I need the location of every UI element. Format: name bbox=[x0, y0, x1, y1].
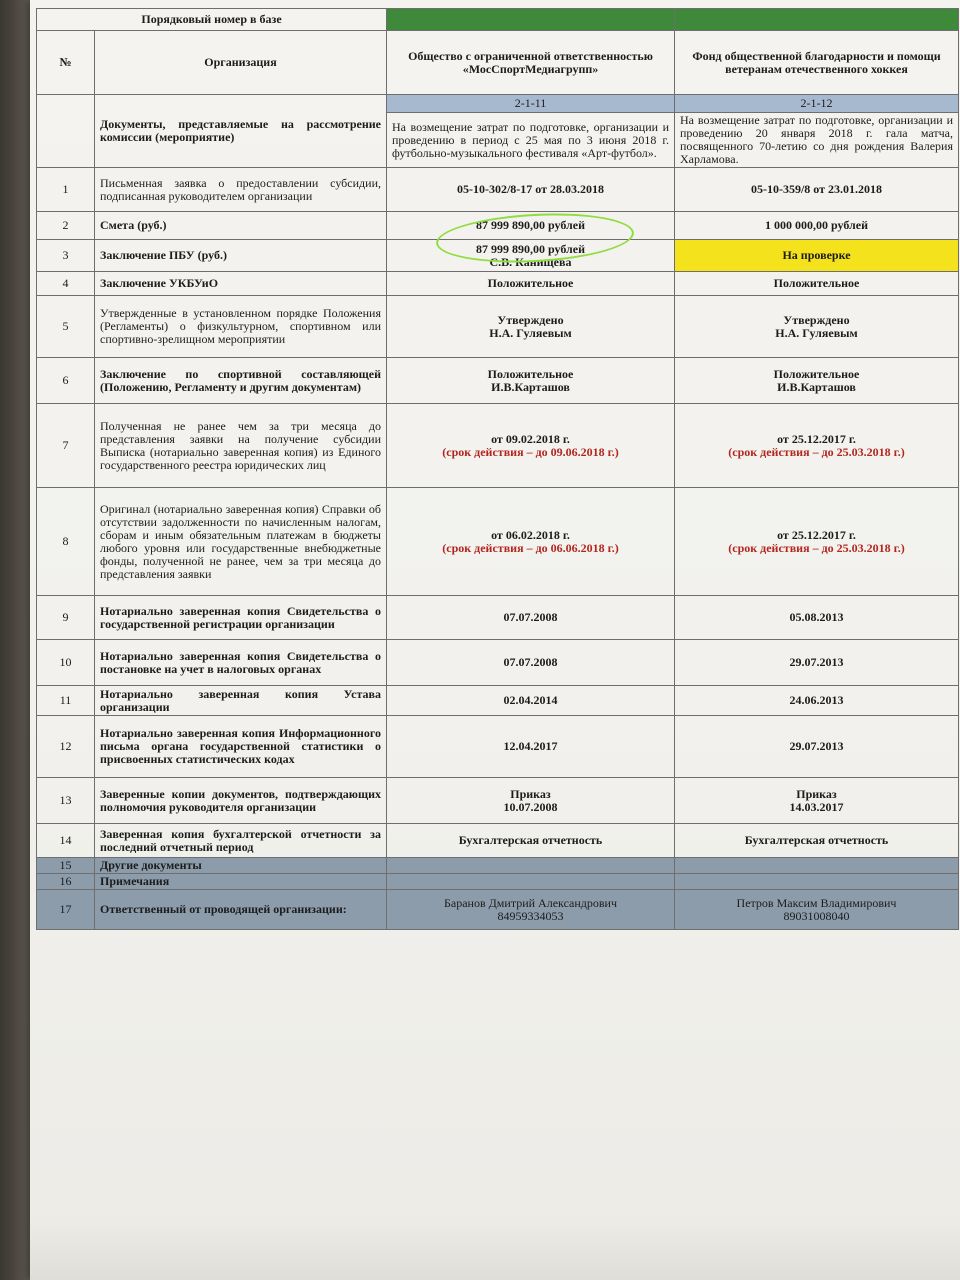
paper-sheet bbox=[30, 0, 960, 1280]
row-number: 8 bbox=[37, 488, 95, 596]
value-b-line1: от 25.12.2017 г. bbox=[777, 431, 856, 446]
row-number: 5 bbox=[37, 296, 95, 358]
validity-b: (срок действия – до 25.03.2018 г.) bbox=[728, 444, 905, 459]
row-number: 16 bbox=[37, 874, 95, 890]
value-a-line1: Утверждено bbox=[497, 312, 564, 327]
table-row bbox=[37, 358, 959, 404]
row-number: 12 bbox=[37, 716, 95, 778]
table-row bbox=[37, 640, 959, 686]
value-a-line2: С.В. Канищева bbox=[489, 254, 572, 269]
table-row bbox=[37, 686, 959, 716]
value-a: 07.07.2008 bbox=[387, 596, 675, 640]
row-number: 11 bbox=[37, 686, 95, 716]
value-a bbox=[387, 488, 675, 596]
value-a-line1: Приказ bbox=[510, 786, 551, 801]
row-number: 4 bbox=[37, 272, 95, 296]
value-a: 87 999 890,00 рублей bbox=[387, 212, 675, 240]
validity-a: (срок действия – до 06.06.2018 г.) bbox=[442, 540, 619, 555]
table-row bbox=[37, 824, 959, 858]
table-row bbox=[37, 404, 959, 488]
value-b bbox=[675, 296, 959, 358]
document-name: Заключение ПБУ (руб.) bbox=[95, 240, 387, 272]
responsible-b-phone: 89031008040 bbox=[783, 908, 850, 923]
green-band-b bbox=[675, 9, 959, 31]
value-b bbox=[675, 404, 959, 488]
validity-a: (срок действия – до 09.06.2018 г.) bbox=[442, 444, 619, 459]
value-b-line2: И.В.Карташов bbox=[777, 379, 856, 394]
row-number: 1 bbox=[37, 168, 95, 212]
table-row bbox=[37, 596, 959, 640]
header-row-codes bbox=[37, 95, 959, 113]
table-row bbox=[37, 778, 959, 824]
organization-b-name: Фонд общественной благодарности и помощи ветеранам отечественного хоккея bbox=[675, 31, 959, 95]
document-name: Полученная не ранее чем за три месяца до представления заявки на получение субсидии Выписка (нотариально заверенная копия) из Единого государственного реестра юридических лиц bbox=[95, 404, 387, 488]
document-name: Нотариально заверенная копия Информационного письма органа государственной статистики о присвоенных статистических кодах bbox=[95, 716, 387, 778]
responsible-a bbox=[387, 890, 675, 930]
document-name: Смета (руб.) bbox=[95, 212, 387, 240]
value-b-line2: 14.03.2017 bbox=[789, 799, 844, 814]
document-name: Заверенная копия бухгалтерской отчетности за последний отчетный период bbox=[95, 824, 387, 858]
event-description-a: На возмещение затрат по подготовке, организации и проведению в период с 25 мая по 3 июня 2018 г. футбольно-музыкального фестиваля «Арт-футбол». bbox=[387, 113, 675, 168]
value-a bbox=[387, 404, 675, 488]
value-b bbox=[675, 778, 959, 824]
document-name: Нотариально заверенная копия Свидетельства о государственной регистрации организации bbox=[95, 596, 387, 640]
value-a-line1: 87 999 890,00 рублей bbox=[475, 241, 586, 256]
document-name: Письменная заявка о предоставлении субсидии, подписанная руководителем организации bbox=[95, 168, 387, 212]
table-row bbox=[37, 272, 959, 296]
value-b: 05.08.2013 bbox=[675, 596, 959, 640]
value-a-line1: от 09.02.2018 г. bbox=[491, 431, 570, 446]
value-b bbox=[675, 358, 959, 404]
value-a: 05-10-302/8-17 от 28.03.2018 bbox=[387, 168, 675, 212]
base-number-label: Порядковый номер в базе bbox=[37, 9, 387, 31]
document-name: Нотариально заверенная копия Устава организации bbox=[95, 686, 387, 716]
value-a bbox=[387, 778, 675, 824]
document-name: Утвержденные в установленном порядке Положения (Регламенты) о физкультурном, спортивном или спортивно-зрелищном мероприятии bbox=[95, 296, 387, 358]
value-b bbox=[675, 488, 959, 596]
value-b-line1: Приказ bbox=[796, 786, 837, 801]
row-number: 13 bbox=[37, 778, 95, 824]
value-a: 12.04.2017 bbox=[387, 716, 675, 778]
organization-a-name: Общество с ограниченной ответственностью «МосСпортМедиагрупп» bbox=[387, 31, 675, 95]
value-b-line2: Н.А. Гуляевым bbox=[775, 325, 858, 340]
other-documents-label: Другие документы bbox=[95, 858, 387, 874]
row-number: 3 bbox=[37, 240, 95, 272]
empty-cell bbox=[675, 874, 959, 890]
document-name: Оригинал (нотариально заверенная копия) Справки об отсутствии задолженности по начисленным налогам, сборам и иным обязательным платежам в бюджеты любого уровня или государственные внебюджетные фонды, полученной не ранее, чем за три месяца до представления заявки bbox=[95, 488, 387, 596]
documents-table bbox=[36, 8, 959, 930]
value-a-line2: Н.А. Гуляевым bbox=[489, 325, 572, 340]
value-b: 05-10-359/8 от 23.01.2018 bbox=[675, 168, 959, 212]
value-a bbox=[387, 296, 675, 358]
green-band-a bbox=[387, 9, 675, 31]
organization-column-header: Организация bbox=[95, 31, 387, 95]
responsible-a-name: Баранов Дмитрий Александрович bbox=[443, 895, 618, 910]
value-b: 24.06.2013 bbox=[675, 686, 959, 716]
notes-label: Примечания bbox=[95, 874, 387, 890]
table-row-notes bbox=[37, 874, 959, 890]
value-a-line2: И.В.Карташов bbox=[491, 379, 570, 394]
value-a-line1: Положительное bbox=[487, 366, 574, 381]
value-a-line2: 10.07.2008 bbox=[503, 799, 558, 814]
document-name: Заключение по спортивной составляющей (Положению, Регламенту и другим документам) bbox=[95, 358, 387, 404]
table-row bbox=[37, 296, 959, 358]
table-row-other-docs bbox=[37, 858, 959, 874]
value-a bbox=[387, 358, 675, 404]
value-b: 29.07.2013 bbox=[675, 640, 959, 686]
empty-cell bbox=[387, 858, 675, 874]
table-row bbox=[37, 488, 959, 596]
empty-cell bbox=[387, 874, 675, 890]
number-column-header: № bbox=[37, 31, 95, 95]
empty-cell bbox=[675, 858, 959, 874]
empty-cell bbox=[37, 95, 95, 168]
header-row-orgs bbox=[37, 31, 959, 95]
table-row bbox=[37, 168, 959, 212]
value-b: Бухгалтерская отчетность bbox=[675, 824, 959, 858]
validity-b: (срок действия – до 25.03.2018 г.) bbox=[728, 540, 905, 555]
value-b-line1: от 25.12.2017 г. bbox=[777, 527, 856, 542]
table-row bbox=[37, 716, 959, 778]
responsible-b bbox=[675, 890, 959, 930]
document-name: Заверенные копии документов, подтверждающих полномочия руководителя организации bbox=[95, 778, 387, 824]
paper-shadow bbox=[30, 1220, 960, 1280]
row-number: 2 bbox=[37, 212, 95, 240]
document-name: Заключение УКБУиО bbox=[95, 272, 387, 296]
value-a: 07.07.2008 bbox=[387, 640, 675, 686]
row-number: 14 bbox=[37, 824, 95, 858]
value-a: Бухгалтерская отчетность bbox=[387, 824, 675, 858]
value-a: 02.04.2014 bbox=[387, 686, 675, 716]
header-row-base bbox=[37, 9, 959, 31]
row-number: 10 bbox=[37, 640, 95, 686]
responsible-b-name: Петров Максим Владимирович bbox=[736, 895, 897, 910]
row-number: 17 bbox=[37, 890, 95, 930]
responsible-label: Ответственный от проводящей организации: bbox=[95, 890, 387, 930]
value-b-line1: Утверждено bbox=[783, 312, 850, 327]
row-number: 9 bbox=[37, 596, 95, 640]
event-description-b: На возмещение затрат по подготовке, организации и проведению 20 января 2018 г. гала матча, посвященного 70-летию со дня рождения Валерия Харламова. bbox=[675, 113, 959, 168]
row-number: 7 bbox=[37, 404, 95, 488]
value-a: Положительное bbox=[387, 272, 675, 296]
value-b-line1: Положительное bbox=[773, 366, 860, 381]
table-row-responsible bbox=[37, 890, 959, 930]
row-number: 15 bbox=[37, 858, 95, 874]
value-b: 1 000 000,00 рублей bbox=[675, 212, 959, 240]
value-b: Положительное bbox=[675, 272, 959, 296]
document-name: Нотариально заверенная копия Свидетельства о постановке на учет в налоговых органах bbox=[95, 640, 387, 686]
code-b: 2-1-12 bbox=[675, 95, 959, 113]
value-b-status: На проверке bbox=[675, 240, 959, 272]
documents-label: Документы, представляемые на рассмотрение комиссии (мероприятие) bbox=[95, 95, 387, 168]
row-number: 6 bbox=[37, 358, 95, 404]
responsible-a-phone: 84959334053 bbox=[497, 908, 564, 923]
value-a-line1: от 06.02.2018 г. bbox=[491, 527, 570, 542]
code-a: 2-1-11 bbox=[387, 95, 675, 113]
value-b: 29.07.2013 bbox=[675, 716, 959, 778]
